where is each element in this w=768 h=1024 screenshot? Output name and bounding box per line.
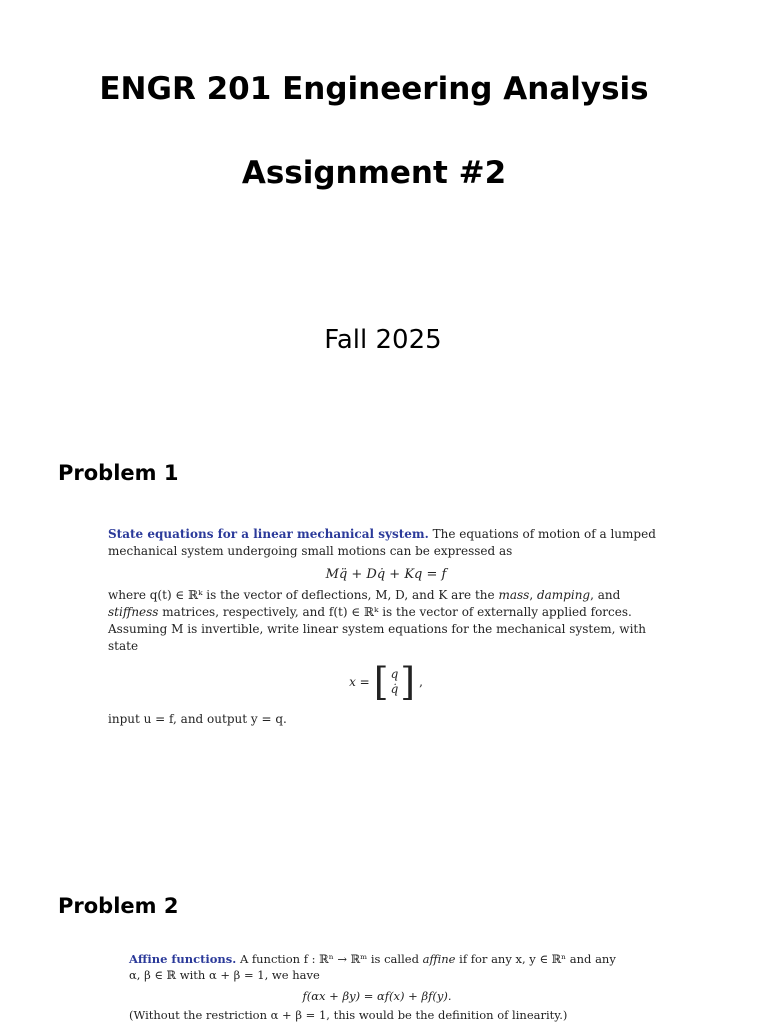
problem-1-paragraph: where q(t) ∈ ℝᵏ is the vector of deflections, M, D, and K are the mass, damping, and stiffness matrices, respectively, and f(t) ∈ ℝᵏ is the vector of externally applied forces. Assuming M is invertible, write linear system equations for the mechanical system, with state: [108, 588, 646, 653]
equation-of-motion: Mq̈ + Dq̇ + Kq = f: [325, 567, 447, 582]
problem-1-heading: Problem 1: [58, 461, 179, 485]
problem-2-note: (Without the restriction α + β = 1, this would be the definition of linearity.): [129, 1008, 568, 1022]
assignment-title: Assignment #2: [241, 155, 507, 191]
problem-2-intro-end: if for any x, y ∈ ℝⁿ and any α, β ∈ ℝ with α + β = 1, we have: [129, 952, 616, 982]
problem-1-intro: [108, 526, 664, 560]
state-vector: [373, 660, 416, 704]
state-tail: ,: [419, 674, 423, 689]
paragraph-end: matrices, respectively, and f(t) ∈ ℝᵏ is the vector of externally applied forces. Assuming M is invertible, write linear system equations for the mechanical system, with state: [108, 605, 646, 653]
state-vector-bottom: q̇: [390, 682, 399, 696]
problem-2-intro: [129, 951, 625, 983]
term-stiffness: stiffness: [108, 605, 159, 619]
course-title: ENGR 201 Engineering Analysis: [99, 71, 649, 107]
problem-1-intro-text: The equations of motion of a lumped mechanical system undergoing small motions can be expressed as: [108, 527, 656, 558]
left-bracket-icon: [: [373, 660, 389, 704]
paragraph-start: where q(t) ∈ ℝᵏ is the vector of deflections, M, D, and K are the: [108, 588, 495, 602]
problem-1-closing: input u = f, and output y = q.: [108, 712, 287, 726]
right-bracket-icon: ]: [400, 660, 416, 704]
affine-equation: f(αx + βy) = αf(x) + βf(y).: [302, 989, 452, 1003]
state-vector-equation: [108, 660, 664, 704]
separator-and: , and: [590, 588, 621, 602]
term-affine: affine: [422, 952, 456, 966]
problem-1-body: [108, 526, 664, 728]
problem-1-lead: State equations for a linear mechanical system.: [108, 527, 429, 541]
problem-2-intro-start: A function f : ℝⁿ → ℝᵐ is called: [239, 952, 419, 966]
state-vector-top: q: [390, 667, 399, 681]
state-lhs: x =: [349, 674, 370, 689]
term-mass: mass: [498, 588, 530, 602]
term-label: Fall 2025: [324, 325, 442, 355]
problem-2-heading: Problem 2: [58, 894, 179, 918]
term-damping: damping: [536, 588, 591, 602]
problem-2-lead: Affine functions.: [129, 952, 237, 966]
problem-2-body: [129, 951, 625, 1023]
